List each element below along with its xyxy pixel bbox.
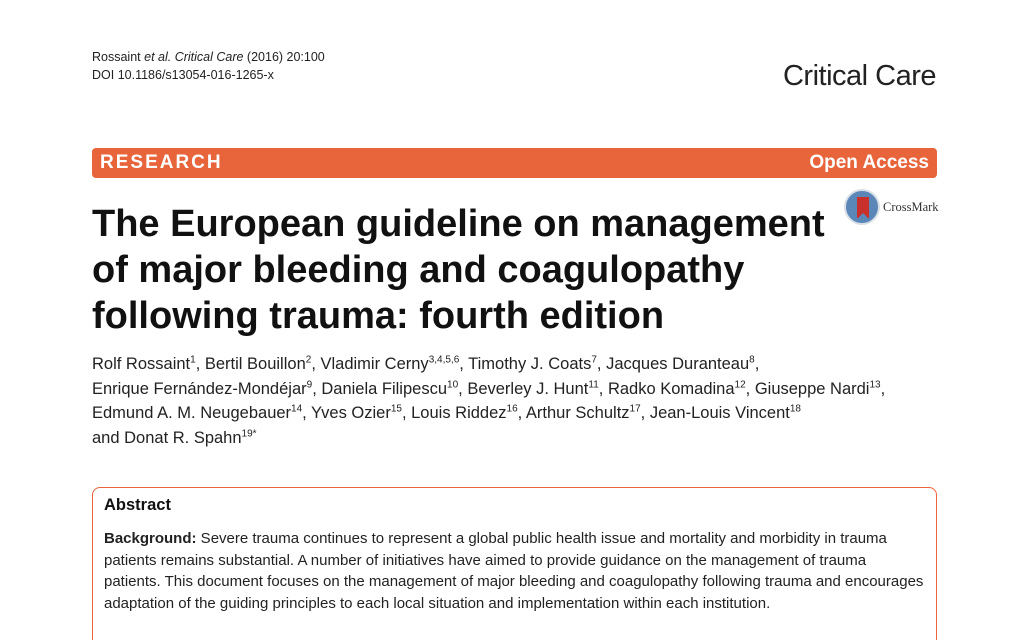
citation-block <box>92 48 325 84</box>
citation-journal: Critical Care <box>174 50 244 64</box>
author-conjunction: and <box>92 428 125 447</box>
citation-volume: (2016) 20:100 <box>243 50 325 64</box>
open-access-label: Open Access <box>809 152 929 173</box>
author-entry[interactable]: Timothy J. Coats$^7$ <box>468 354 597 373</box>
crossmark-icon <box>844 189 880 225</box>
abstract-heading: Abstract <box>104 496 171 514</box>
author-entry[interactable]: Arthur Schultz$^{17}$ <box>525 403 641 422</box>
article-type-label: RESEARCH <box>100 152 223 173</box>
author-list: Rolf Rossaint$^1$, Bertil Bouillon$^2$, Vladimir Cerny$^{3,4,5,6}$, Timothy J. Coats$^7$, Jacques Duranteau$^8$, Enrique Fernández-Mondéjar$^9$, Daniela Filipescu$^{10}$, Beverley J. Hunt$^{11}$, Radko Komadina$^{12}$, Giuseppe Nardi$^{13}$, Edmund A. M. Neugebauer$^{14}$, Yves Ozier$^{15}$, Louis Riddez$^{16}$, Arthur Schultz$^{17}$, Jean-Louis Vincent$^{18}$ and Donat R. Spahn$^{19*}$ <box>92 354 886 447</box>
article-type-banner <box>92 148 937 178</box>
author-entry[interactable]: Radko Komadina$^{12}$ <box>607 379 746 398</box>
crossmark-badge[interactable] <box>844 189 944 229</box>
author-entry[interactable]: Edmund A. M. Neugebauer$^{14}$ <box>92 403 303 422</box>
author-entry[interactable]: Louis Riddez$^{16}$ <box>411 403 518 422</box>
author-entry[interactable]: Beverley J. Hunt$^{11}$ <box>467 379 599 398</box>
citation-author: Rossaint <box>92 50 141 64</box>
author-entry[interactable]: Jean-Louis Vincent$^{18}$ <box>649 403 801 422</box>
journal-name: Critical Care <box>782 60 936 92</box>
author-entry[interactable]: Rolf Rossaint$^1$ <box>92 354 196 373</box>
author-entry[interactable]: Yves Ozier$^{15}$ <box>311 403 402 422</box>
article-title: The European guideline on management of major bleeding and coagulopathy following trauma: fourth edition <box>92 203 825 337</box>
citation-line-1 <box>92 48 325 66</box>
author-entry[interactable]: Donat R. Spahn$^{19*}$ <box>124 428 257 447</box>
abstract-box <box>92 487 937 640</box>
author-entry[interactable]: Giuseppe Nardi$^{13}$ <box>754 379 881 398</box>
author-entry[interactable]: Bertil Bouillon$^2$ <box>204 354 312 373</box>
background-label: Background: <box>104 530 197 547</box>
citation-doi[interactable]: DOI 10.1186/s13054-016-1265-x <box>92 68 274 82</box>
background-text: Severe trauma continues to represent a global public health issue and mortality and morbidity in trauma patients remains substantial. A number of initiatives have aimed to provide guidance on the management of trauma patients. This document focuses on the management of major bleeding and coagulopathy following trauma and encourages adaptation of the guiding principles to each local situation and implementation within each institution. <box>104 530 924 612</box>
author-entry[interactable]: Jacques Duranteau$^8$ <box>606 354 755 373</box>
author-entry[interactable]: Vladimir Cerny$^{3,4,5,6}$ <box>320 354 460 373</box>
abstract-background <box>104 528 924 614</box>
crossmark-label: CrossMark <box>883 200 939 214</box>
citation-etal: et al. <box>140 50 175 64</box>
author-entry[interactable]: Enrique Fernández-Mondéjar$^9$ <box>92 379 313 398</box>
author-entry[interactable]: Daniela Filipescu$^{10}$ <box>321 379 459 398</box>
